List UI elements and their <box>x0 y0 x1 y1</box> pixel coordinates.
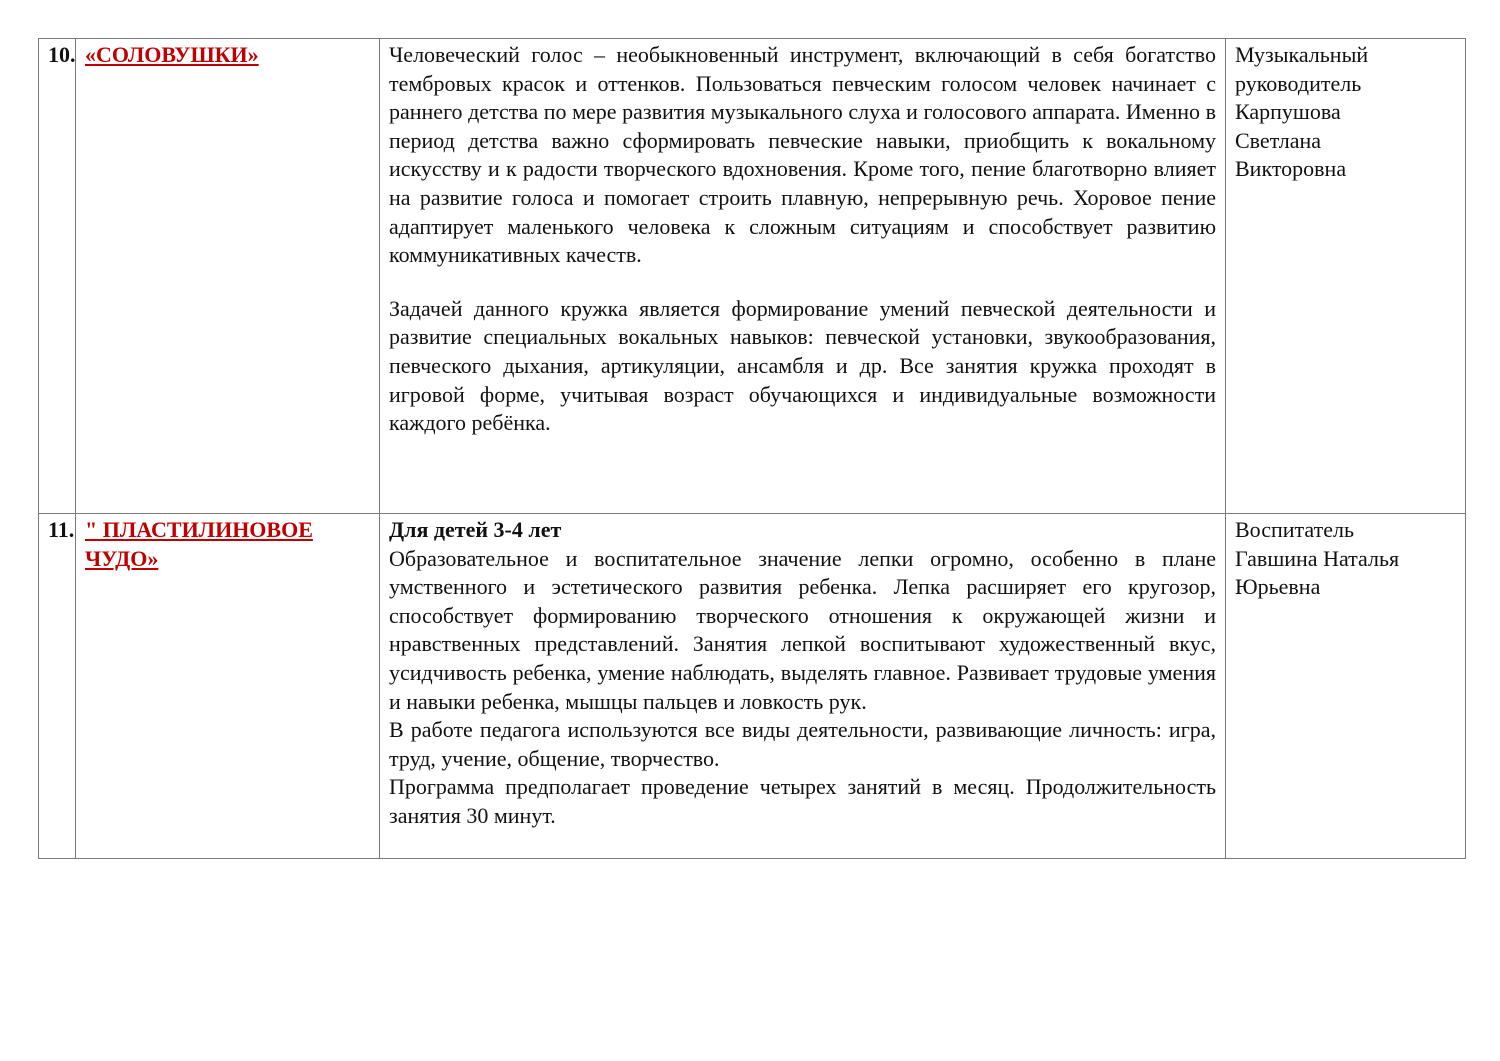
description-paragraph: Образовательное и воспитательное значение лепки огромно, особенно в плане умственного и эстетического развития ребенка. Лепка расширяет его кругозор, способствует формированию творческого отношения к окружающей жизни и нравственных представлений. Занятия лепкой воспитывают художественный вкус, усидчивость ребенка, умение наблюдать, выделять главное. Развивает трудовые умения и навыки ребенка, мышцы пальцев и ловкость рук. <box>389 545 1216 714</box>
person-name: Светлана <box>1235 127 1322 153</box>
club-title-link[interactable]: " ПЛАСТИЛИНОВОЕ ЧУДО» <box>85 517 313 571</box>
person-patronymic: Викторовна <box>1235 156 1347 182</box>
club-description <box>380 514 1226 859</box>
age-subheading: Для детей 3-4 лет <box>389 517 562 542</box>
club-description <box>380 39 1226 514</box>
club-title-link[interactable]: «СОЛОВУШКИ» <box>85 42 259 67</box>
clubs-table <box>38 38 1466 859</box>
description-paragraph: Задачей данного кружка является формирование умений певческой деятельности и развитие специальных вокальных навыков: певческой установки, звукообразования, певческого дыхания, артикуляции, ансамбля и др. Все занятия кружка проходят в игровой форме, учитывая возраст обучающихся и индивидуальные возможности каждого ребёнка. <box>389 295 1216 436</box>
person-full-name: Гавшина Наталья Юрьевна <box>1235 545 1400 600</box>
person-surname: Карпушова <box>1235 99 1341 125</box>
description-paragraph: В работе педагога используются все виды деятельности, развивающие личность: игра, труд, учение, общение, творчество. <box>389 717 1216 771</box>
responsible-person <box>1226 39 1466 514</box>
person-role: Воспитатель <box>1235 517 1355 542</box>
row-number: 11. <box>39 514 76 859</box>
table-row <box>39 514 1466 859</box>
description-paragraph: Программа предполагает проведение четырех занятий в месяц. Продолжительность занятия 30 минут. <box>389 774 1216 828</box>
row-number: 10. <box>39 39 76 514</box>
club-title-cell <box>76 39 380 514</box>
responsible-person <box>1226 514 1466 859</box>
table-row <box>39 39 1466 514</box>
club-title-cell <box>76 514 380 859</box>
person-role: Музыкальный руководитель <box>1235 42 1369 96</box>
description-paragraph: Человеческий голос – необыкновенный инструмент, включающий в себя богатство тембровых красок и оттенков. Пользоваться певческим голосом человек начинает с раннего детства по мере развития музыкального слуха и голосового аппарата. Именно в период детства важно сформировать певческие навыки, приобщить к вокальному искусству и к радости творческого вдохновения. Кроме того, пение благотворно влияет на развитие голоса и помогает строить плавную, непрерывную речь. Хоровое пение адаптирует маленького человека к сложным ситуациям и способствует развитию коммуникативных качеств. <box>389 42 1216 268</box>
